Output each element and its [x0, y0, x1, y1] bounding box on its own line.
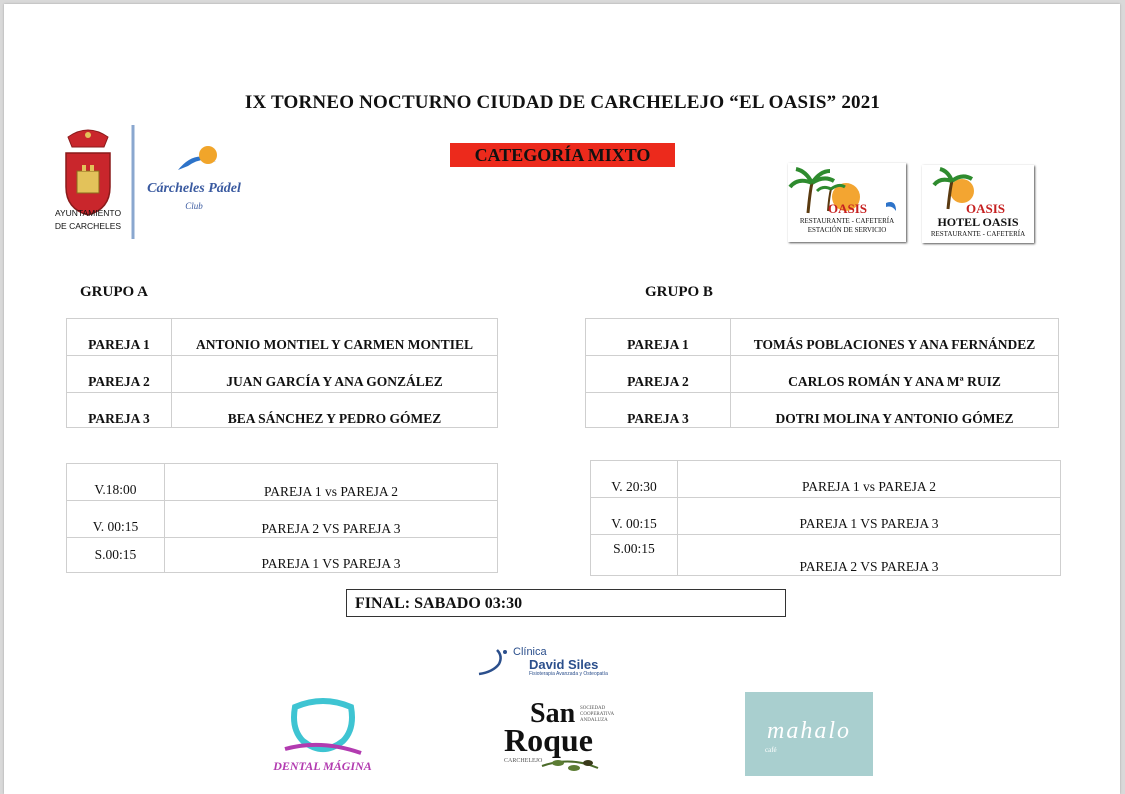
match-pairing: PAREJA 1 VS PAREJA 3: [678, 498, 1061, 535]
pair-names: ANTONIO MONTIEL Y CARMEN MONTIEL: [172, 319, 498, 356]
table-row: [67, 464, 498, 501]
dental-magina-logo: [265, 697, 380, 776]
clinica-line2: David Siles: [529, 657, 599, 672]
mahalo-name: mahalo: [767, 718, 851, 744]
hotel-oasis-name: HOTEL OASIS: [937, 215, 1019, 229]
table-row: [591, 498, 1061, 535]
pair-label: PAREJA 2: [586, 356, 731, 393]
match-time: V. 00:15: [591, 498, 678, 535]
pair-label: PAREJA 1: [67, 319, 172, 356]
san-roque-place: CARCHELEJO: [504, 758, 543, 764]
mahalo-logo: [745, 692, 873, 776]
hotel-oasis-sub: RESTAURANTE - CAFETERÍA: [930, 230, 1026, 238]
olive-branch-icon: [540, 754, 600, 776]
category-banner: CATEGORÍA MIXTO: [450, 143, 675, 167]
hotel-oasis-logo: [922, 165, 1034, 243]
ayuntamiento-padel-logo: [48, 125, 250, 239]
pair-label: PAREJA 2: [67, 356, 172, 393]
match-pairing: PAREJA 1 vs PAREJA 2: [678, 461, 1061, 498]
pair-names: DOTRI MOLINA Y ANTONIO GÓMEZ: [731, 393, 1059, 428]
table-row: [591, 461, 1061, 498]
pair-names: TOMÁS POBLACIONES Y ANA FERNÁNDEZ: [731, 319, 1059, 356]
match-time: S.00:15: [591, 535, 678, 576]
group-b-pairs-table: [585, 318, 1059, 428]
match-time: V. 20:30: [591, 461, 678, 498]
mahalo-sub: café: [765, 746, 777, 754]
clinica-david-siles-logo: [469, 646, 619, 678]
pair-names: CARLOS ROMÁN Y ANA Mª RUIZ: [731, 356, 1059, 393]
table-row: [67, 393, 498, 428]
table-row: [67, 501, 498, 538]
table-row: [586, 319, 1059, 356]
match-pairing: PAREJA 1 VS PAREJA 3: [165, 538, 498, 573]
table-row: [586, 393, 1059, 428]
san-roque-line1: San: [530, 700, 576, 729]
match-pairing: PAREJA 1 vs PAREJA 2: [165, 464, 498, 501]
oasis-restaurant-line2: ESTACIÓN DE SERVICIO: [807, 226, 887, 234]
table-row: [586, 356, 1059, 393]
hotel-oasis-brand: OASIS: [966, 201, 1006, 216]
pair-names: BEA SÁNCHEZ Y PEDRO GÓMEZ: [172, 393, 498, 428]
table-row: [67, 538, 498, 573]
match-time: V.18:00: [67, 464, 165, 501]
san-roque-small: SOCIEDAD COOPERATIVA ANDALUZA: [580, 706, 614, 723]
oasis-restaurant-logo: [788, 163, 906, 242]
group-a-title: GRUPO A: [80, 284, 148, 300]
table-row: [67, 319, 498, 356]
clinica-line3: Fisioterapia Avanzada y Osteopatía: [529, 671, 608, 677]
pair-label: PAREJA 1: [586, 319, 731, 356]
table-row: [67, 356, 498, 393]
padel-club-name: Cárcheles Pádel: [147, 181, 241, 196]
final-match-box: FINAL: SABADO 03:30: [346, 589, 786, 617]
dental-magina-name: DENTAL MÁGINA: [273, 759, 372, 773]
match-time: V. 00:15: [67, 501, 165, 538]
table-row: [591, 535, 1061, 576]
pair-names: JUAN GARCÍA Y ANA GONZÁLEZ: [172, 356, 498, 393]
pair-label: PAREJA 3: [67, 393, 172, 428]
tournament-title: IX TORNEO NOCTURNO CIUDAD DE CARCHELEJO “EL OASIS” 2021: [244, 92, 881, 113]
match-pairing: PAREJA 2 VS PAREJA 3: [165, 501, 498, 538]
match-pairing: PAREJA 2 VS PAREJA 3: [678, 535, 1061, 576]
match-time: S.00:15: [67, 538, 165, 573]
ayuntamiento-label: AYUNTAMIENTO: [54, 208, 122, 218]
san-roque-line2: Roque: [504, 722, 593, 758]
group-a-pairs-table: [66, 318, 498, 428]
clinica-line1: Clínica: [513, 646, 547, 658]
san-roque-logo: [500, 700, 622, 776]
oasis-brand: OASIS: [828, 201, 868, 216]
pair-label: PAREJA 3: [586, 393, 731, 428]
oasis-restaurant-line1: RESTAURANTE - CAFETERÍA: [799, 217, 895, 225]
carcheles-label: DE CARCHELES: [54, 221, 122, 231]
spine-icon: [469, 646, 509, 678]
group-b-title: GRUPO B: [645, 284, 713, 300]
group-b-schedule-table: [590, 460, 1061, 576]
padel-club-sub: Club: [185, 201, 203, 211]
group-a-schedule-table: [66, 463, 498, 573]
